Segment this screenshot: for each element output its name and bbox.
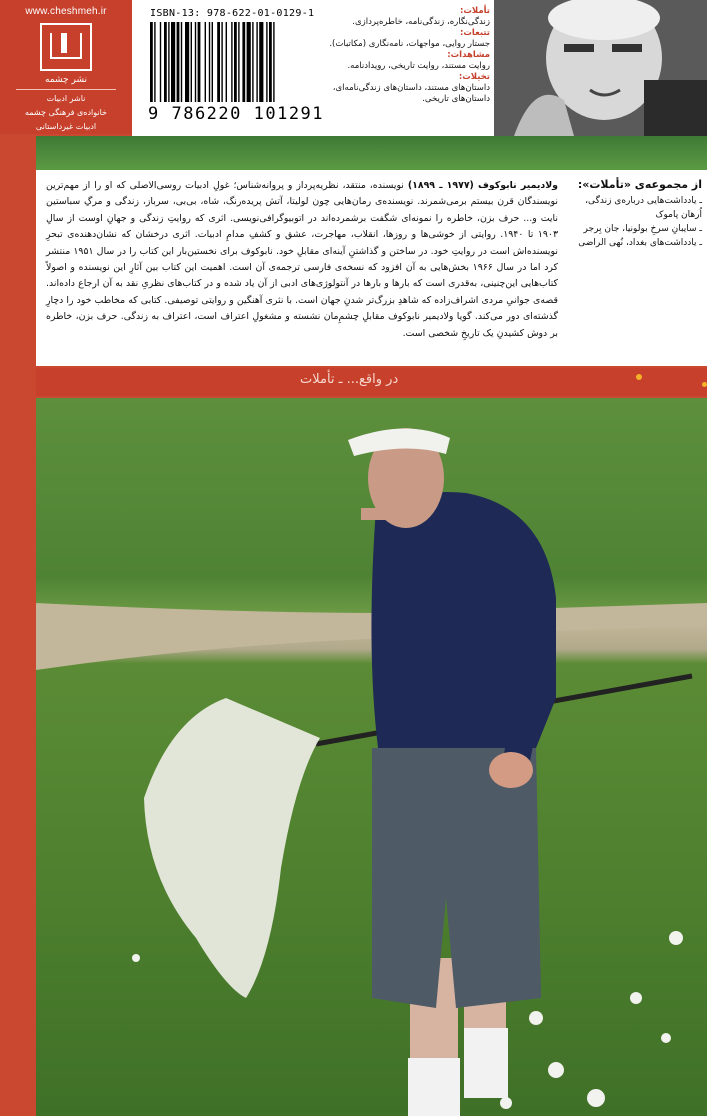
- author-portrait: [494, 0, 707, 136]
- barcode-bar: [231, 22, 232, 102]
- barcode-bar: [177, 22, 180, 102]
- tag-head-2: تتبعات:: [459, 28, 490, 38]
- cheshmeh-logo-icon: [40, 23, 92, 71]
- decorative-dot-icon: [636, 374, 642, 380]
- decorative-dot-icon-2: [702, 382, 707, 387]
- barcode-bar: [221, 22, 222, 102]
- grass-strip: [36, 136, 707, 170]
- tag-body-2: جستار روایی، مواجهات، نامه‌نگاری (مکاتبات).: [329, 39, 490, 49]
- publisher-block: [0, 0, 132, 134]
- tag-body-1: زندگی‌نگاره، زندگی‌نامه، خاطره‌پردازی.: [352, 17, 490, 27]
- barcode-bar: [242, 22, 245, 102]
- publisher-imprint: نشر چشمه: [45, 75, 87, 85]
- publisher-line-1: ناشر ادبیات: [46, 94, 86, 103]
- barcode-bar: [252, 22, 253, 102]
- barcode-bar: [217, 22, 220, 102]
- publisher-url: www.cheshmeh.ir: [25, 6, 107, 17]
- barcode-bar: [212, 22, 213, 102]
- collection-box: [562, 178, 702, 250]
- barcode-bar: [247, 22, 251, 102]
- barcode-bar: [154, 22, 155, 102]
- nabokov-butterfly-net-illustration: [36, 398, 707, 1116]
- barcode-bar: [195, 22, 196, 102]
- barcode-bar: [181, 22, 182, 102]
- publisher-line-2: خانواده‌ی فرهنگی چشمه: [24, 108, 108, 117]
- barcode-bar: [198, 22, 201, 102]
- barcode-bar: [234, 22, 237, 102]
- barcode-bar: [185, 22, 189, 102]
- collection-item-1: ـ یادداشت‌هایی درباره‌ی زندگی، اُرهان پاموک: [585, 196, 702, 220]
- description-lead: ولادیمیر نابوکوف (۱۹۷۷ ـ ۱۸۹۹): [407, 180, 559, 191]
- tag-head-4: تخیلات:: [458, 72, 490, 82]
- barcode-bar: [238, 22, 239, 102]
- collection-title: از مجموعه‌ی «تأملات»:: [577, 178, 702, 191]
- barcode-bar: [164, 22, 167, 102]
- tag-head-1: تأملات:: [459, 6, 490, 16]
- barcode-bar: [266, 22, 267, 102]
- genre-tags: [322, 6, 490, 105]
- collection-item-2: ـ سایبانِ سرخِ بولونیا، جان بِرجر: [583, 224, 702, 234]
- barcode-bar: [171, 22, 175, 102]
- tag-body-3: روایت مستند، روایت تاریخی، رویدادنامه.: [347, 61, 490, 71]
- portrait-illustration: [494, 0, 707, 136]
- tag-head-3: مشاهدات:: [447, 50, 490, 60]
- publisher-line-3: ادبیات غیرداستانی: [35, 122, 97, 131]
- cover-photo: [36, 398, 707, 1116]
- collection-item-3: ـ یادداشت‌های بغداد، نُهی الراضی: [578, 238, 702, 248]
- barcode-bar: [226, 22, 227, 102]
- barcode-bar: [256, 22, 257, 102]
- isbn-number: 9 786220 101291: [148, 104, 325, 124]
- barcode-bar: [205, 22, 206, 102]
- barcode-bar: [269, 22, 272, 102]
- book-description: [46, 178, 558, 342]
- isbn-label: ISBN-13: 978-622-01-0129-1: [150, 8, 315, 19]
- description-text: نویسنده، منتقد، نظریه‌پرداز و پروانه‌شناس؛ غولِ ادبیات روسی‌الاصلی که او را از مهم‌ترین نویسندگان قرن بیستم برمی‌شمرند. نویسنده‌ی رمان‌هایی چون لولیتا، آتش پریده‌رنگ، شاه، بی‌بی، سرباز، زندگی و مرگِ سباستین نایت و... حرف بزن، خاطره را نمونه‌ای شگفت برشمرده‌اند در اتوبیوگرافی‌نویسی. اثری که روایتِ زندگی و جهانِ اوست از سالِ ۱۹۰۳ تا ۱۹۴۰. روایتی از خوشی‌ها و روزها، انقلاب، مهاجرت، عشق و کشفِ مدامِ ادبیات. اثری درخشان که نشان‌دهنده‌ی تبحرِ نویسنده‌اش است در روایتِ خود. در ساختن و گذاشتنِ آینه‌ای مقابلِ خود. نابوکوف برای نخستین‌بار این کتاب را در سال ۱۹۵۱ منتشر کرد اما در سال ۱۹۶۶ بخش‌هایی به آن افزود که نسخه‌ی فارسی ترجمه‌ی آن است. اهمیت این کتاب بین آثارِ این نویسنده و اصولاً کتاب‌هایی این‌چنینی، به‌قدری است که بارها و بارها در آنتولوژی‌های ادبی از آن یاد شده و در کتاب‌های نظریِ نقد به آن ارجاع داده‌اند. قصه‌ی جوانیِ مردی اشراف‌زاده که شاهدِ بزرگ‌تر شدنِ جهان است. با نثری آهنگین و روایتی توصیفی. کتابی که مخاطب خود را دچارِ گذشته‌ای دور می‌کند. گویا ولادیمیر نابوکوف مقابلِ چشم‌ِمان نشسته و مشغولِ اعتراف است، اعتراف به زندگی. حرف بزن، خاطره بر دوش کشیدنِ یک تاریخِ شخصی است.: [46, 180, 559, 339]
- barcode-bar: [273, 22, 274, 102]
- barcode-bar: [191, 22, 192, 102]
- barcode-bar: [209, 22, 210, 102]
- barcode-bar: [160, 22, 161, 102]
- barcode-bar: [259, 22, 263, 102]
- tag-body-4: داستان‌های مستند، داستان‌های زندگی‌نامه‌ای، داستان‌های تاریخی.: [332, 83, 490, 104]
- barcode-bar: [168, 22, 169, 102]
- barcode-bar: [150, 22, 153, 102]
- publisher-divider: [16, 89, 116, 90]
- barcode-icon: [150, 22, 322, 102]
- series-slogan: در واقع... ـ تأملات: [300, 372, 399, 387]
